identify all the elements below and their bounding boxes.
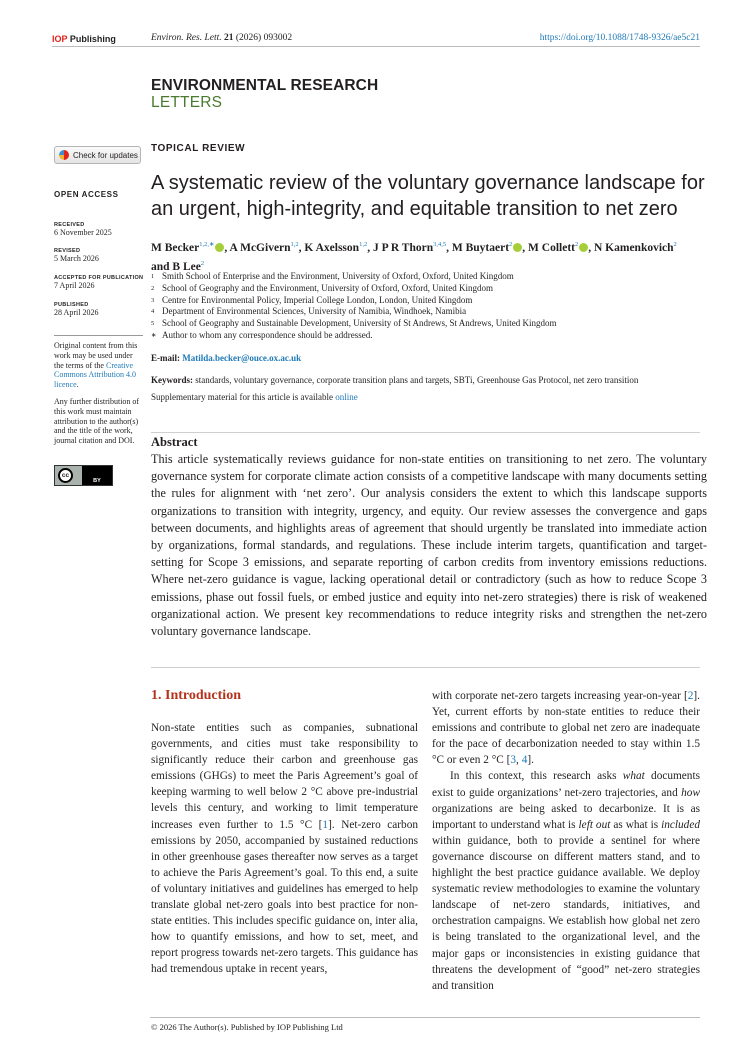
journal-volume: 21 [224,33,234,43]
author-sep: , [588,242,594,254]
orcid-icon[interactable] [513,243,522,252]
author-sep: , [367,242,373,254]
author-name: N Kamenkovich [594,242,674,254]
emphasis: left out [578,818,611,831]
by-icon: BY [82,466,112,485]
publisher-logo [52,34,116,44]
journal-abbrev: Environ. Res. Lett. [151,33,222,43]
author-sup: 2 [509,241,513,248]
text-run: ]. Yet, current efforts by non-state entities to reduce their emissions and contribute to global net zero are inadequate for the pace of decarbonization needed to stay within 1.5 °C or even 2 °C [ [432,690,700,767]
keywords-label: Keywords: [151,375,193,385]
publisher-brand: IOP [52,34,68,44]
email-line [151,353,301,363]
affiliation-text: Department of Environmental Sciences, University of Namibia, Windhoek, Namibia [162,306,467,317]
date-received [54,222,112,237]
author-sep: , [224,242,230,254]
journal-title-line2: LETTERS [151,94,223,111]
author-name: K Axelsson [304,242,360,254]
crossmark-icon [59,150,69,160]
text-run: as what is [610,818,662,831]
affiliation [151,295,711,307]
open-access-label: OPEN ACCESS [54,190,119,199]
journal-title-line1: ENVIRONMENTAL RESEARCH [151,77,379,94]
text-run: ]. [527,754,534,767]
text-run: ]. Net-zero carbon emissions by 2050, accompanied by sustained reductions in other greenhouse gases thereafter now serves as a target to achieve the Paris Agreement’s goal. To this end, a suite of voluntary initiatives and guidelines has emerged to help translate global net-zero goals into best practice for non-state entities. This includes specific guidance on, inter alia, how to quantify emissions, and how to set, meet, and report progress towards net-zero targets. This guidance has had tremendous uptake in recent years, [151,818,418,976]
author[interactable] [452,242,522,254]
keywords-line [151,375,711,385]
license-link[interactable]: Creative Commons Attribution 4.0 licence [54,360,137,390]
text-run: organizations are being asked to decarbonize. It is as important to understand what is [432,802,700,831]
text-run: documents exist to guide organizations’ net-zero trajectories, and [432,770,700,799]
publisher-name: Publishing [67,34,116,44]
citation-link[interactable]: 3 [510,754,517,767]
affiliation-text: School of Geography and the Environment, University of Oxford, Oxford, United Kingdom [162,282,493,293]
affiliation-num: 3 [151,296,155,304]
author-sup: 1,2,∗ [199,241,215,248]
emphasis: how [681,786,700,799]
author-name: A McGivern [229,242,291,254]
paragraph [432,768,700,993]
body-column-left [151,720,418,978]
affiliation [151,306,711,318]
supplementary-text: Supplementary material for this article is available [151,392,336,402]
affiliations [151,271,711,342]
affiliation [151,318,711,330]
author[interactable] [373,242,446,254]
author[interactable] [594,242,677,254]
affiliation [151,283,711,295]
abstract-heading: Abstract [151,435,198,449]
journal-reference [151,33,292,43]
keywords-text: standards, voluntary governance, corporate transition plans and targets, SBTi, Greenhouse Gas Protocol, net zero transition [193,375,639,385]
author-name: M Buytaert [451,242,510,254]
text-run: with corporate net-zero targets increasing year-on-year [ [432,690,688,702]
correspondence-note [151,330,711,342]
date-value: 6 November 2025 [54,228,112,237]
orcid-icon[interactable] [579,243,588,252]
author[interactable] [151,242,224,254]
author-name: J P R Thorn [372,242,434,254]
affiliation [151,271,711,283]
emphasis: included [661,818,700,831]
article-type: TOPICAL REVIEW [151,143,246,154]
author-sup: 1,2 [290,241,299,248]
date-accepted [54,275,143,290]
license-text [54,341,140,390]
email-label: E-mail: [151,353,180,363]
check-updates-button[interactable] [54,146,141,164]
affiliation-text: Author to whom any correspondence should be addressed. [162,329,373,340]
affiliation-num: ∗ [151,331,157,339]
header-divider [52,46,700,47]
copyright-footer: © 2026 The Author(s). Published by IOP Publishing Ltd [151,1022,343,1032]
check-updates-label: Check for updates [73,150,138,160]
paragraph [432,688,700,768]
author-list [151,237,706,275]
date-published [54,302,98,317]
author-sup: 1,2 [359,241,368,248]
date-value: 28 April 2026 [54,308,99,317]
author[interactable] [528,242,588,254]
author-sup: 2 [673,241,677,248]
date-revised [54,248,99,263]
affiliation-text: Centre for Environmental Policy, Imperial College London, London, United Kingdom [162,294,473,305]
date-value: 5 March 2026 [54,254,99,263]
left-column-divider [54,335,143,336]
date-label: PUBLISHED [54,302,89,308]
date-label: ACCEPTED FOR PUBLICATION [54,275,144,281]
supplementary-link[interactable]: online [335,392,358,402]
author-sup: 2 [575,241,579,248]
article-title: A systematic review of the voluntary governance landscape for an urgent, high-integrity, and equitable transition to net zero [151,172,705,220]
author-name: M Collett [528,242,575,254]
date-label: REVISED [54,248,81,254]
author-name: M Becker [151,242,200,254]
text-run: within guidance, both to provide a sentinel for where governance discourse on different matters stand, and to highlight the best practice guidance available. We deploy systematic review methodologies to examine the voluntary landscape of net-zero standards, initiatives, and orchestration campaigns. We establish how global net zero is being translated to the organizational level, and the major gaps or inconsistencies in existing guidance that threatens the development of “good” net-zero strategies and transition [432,834,700,992]
citation-link[interactable]: 2 [687,690,694,702]
author-sep: , [298,242,305,254]
license-pre: Original content from this work may be used under the terms of the [54,341,138,370]
journal-year-article: (2026) 093002 [233,33,293,43]
date-value: 7 April 2026 [54,281,95,290]
footer-divider [150,1017,700,1018]
section-heading: 1. Introduction [151,688,241,703]
citation-link[interactable]: 4 [521,754,528,767]
author-sep: , [522,242,529,254]
text-run: , [516,754,522,767]
cc-icon: cc [58,468,73,483]
affiliation-text: Smith School of Enterprise and the Environment, University of Oxford, Oxford, United Kingdom [162,271,514,281]
author-sup: 3,4,5 [433,241,447,248]
author[interactable] [230,242,299,254]
supplementary-line [151,392,358,402]
affiliation-num: 1 [151,273,155,280]
attribution-text: Any further distribution of this work must maintain attribution to the author(s) and the title of the work, journal citation and DOI. [54,397,140,446]
affiliation-text: School of Geography and Sustainable Development, University of St Andrews, St Andrews, United Kingdom [162,318,557,329]
text-run: In this context, this research asks [450,770,623,783]
author[interactable] [304,242,367,254]
affiliation-num: 4 [151,308,155,316]
paragraph [151,720,418,978]
text-run: Non-state entities such as companies, subnational governments, and cities must take responsibility to significantly reduce their carbon and greenhouse gas emissions (GHGs) to meet the Paris Agreement’s goal of keeping warming to well below 2 °C above pre-industrial levels this century, and working to limit temperature increases even further to 1.5 °C [ [151,722,418,831]
doi-link[interactable]: https://doi.org/10.1088/1748-9326/ae5c21 [539,33,700,43]
abstract-bottom-divider [151,667,700,668]
email-link[interactable]: Matilda.becker@ouce.ox.ac.uk [182,353,302,363]
author-name: and B Lee [151,261,201,273]
author-sup: 2 [200,260,205,267]
emphasis: what [622,770,645,783]
citation-link[interactable]: 1 [322,818,329,831]
body-column-right [432,688,700,994]
license-post: . [76,380,79,390]
abstract-top-divider [151,432,700,433]
date-label: RECEIVED [54,222,85,228]
affiliation-num: 2 [151,284,155,292]
author-sep: , [446,242,452,254]
affiliation-num: 5 [151,320,155,328]
abstract-text: This article systematically reviews guidance for non-state entities on transitioning to net zero. The voluntary governance system for corporate climate action consists of a competitive landscape with many documents setting the rules for alignment with ‘net zero’. Our analysis considers the extent to which this landscape supports organizations to transition with integrity, urgency, and equity. Our review assesses the convergence and gaps between documents, and highlights areas of agreement that should urgently be translated into immediate action by organizations, formal standards, and regulations. These include interim targets, quantification and target-setting for Scope 3 emissions, and separate reporting of carbon credits from inventory emissions reductions. Where net-zero guidance is vague, lacking operational detail or contradictory (such as how to reduce Scope 3 emissions, phase out fossil fuels, or embed justice and equity into net-zero strategies) there is risk of weakened organizational action. We present key recommendations to reduce integrity risks and strengthen the net-zero voluntary governance landscape. [151,452,707,639]
cc-by-badge[interactable] [54,465,113,486]
